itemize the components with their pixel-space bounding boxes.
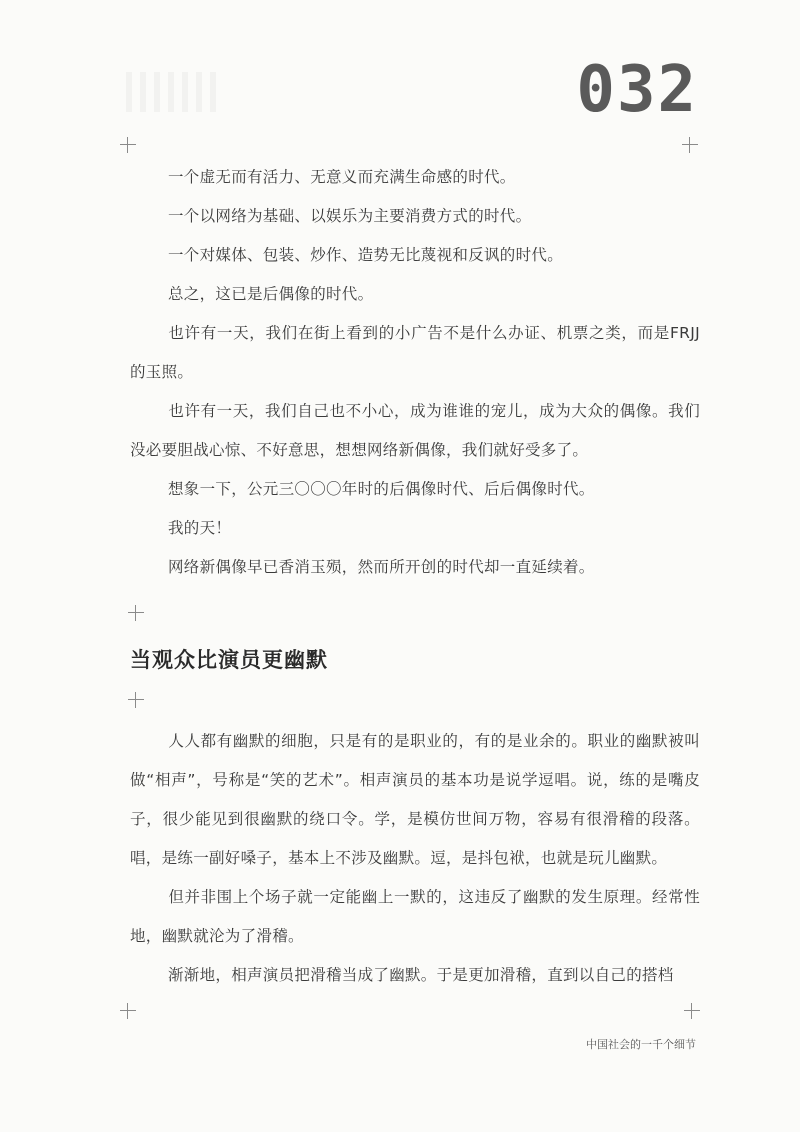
paragraph: 我的天！ bbox=[168, 519, 232, 537]
paragraph: 网络新偶像早已香消玉殒，然而所开创的时代却一直延续着。 bbox=[168, 558, 595, 576]
paragraph: 也许有一天，我们自己也不小心，成为谁谁的宠儿，成为大众的偶像。我们没必要胆战心惊、不好意思，想想网络新偶像，我们就好受多了。 bbox=[130, 402, 700, 459]
section-heading: 当观众比演员更幽默 bbox=[130, 648, 328, 672]
crop-mark bbox=[682, 137, 698, 153]
paragraph: 总之，这已是后偶像的时代。 bbox=[168, 285, 374, 303]
crop-mark bbox=[120, 137, 136, 153]
paragraph: 人人都有幽默的细胞，只是有的是职业的，有的是业余的。职业的幽默被叫做“相声”，号称是“笑的艺术”。相声演员的基本功是说学逗唱。说，练的是嘴皮子，很少能见到很幽默的绕口令。学，是模仿世间万物，容易有很滑稽的段落。唱，是练一副好嗓子，基本上不涉及幽默。逗，是抖包袱，也就是玩儿幽默。 bbox=[130, 732, 700, 867]
faint-decoration bbox=[126, 72, 216, 112]
paragraph: 想象一下，公元三〇〇〇年时的后偶像时代、后后偶像时代。 bbox=[168, 480, 595, 498]
crop-mark bbox=[128, 692, 144, 708]
paragraph: 一个对媒体、包装、炒作、造势无比蔑视和反讽的时代。 bbox=[168, 246, 564, 264]
paragraph: 一个虚无而有活力、无意义而充满生命感的时代。 bbox=[168, 168, 516, 186]
page-number: 032 bbox=[576, 53, 698, 127]
crop-mark bbox=[684, 1003, 700, 1019]
paragraph: 但并非围上个场子就一定能幽上一默的，这违反了幽默的发生原理。经常性地，幽默就沦为了滑稽。 bbox=[130, 888, 700, 945]
crop-mark bbox=[128, 605, 144, 621]
paragraph: 渐渐地，相声演员把滑稽当成了幽默。于是更加滑稽，直到以自己的搭档 bbox=[168, 966, 674, 984]
crop-mark bbox=[120, 1003, 136, 1019]
paragraph: 一个以网络为基础、以娱乐为主要消费方式的时代。 bbox=[168, 207, 532, 225]
paragraph: 也许有一天，我们在街上看到的小广告不是什么办证、机票之类，而是FRJJ 的玉照。 bbox=[130, 324, 700, 381]
running-footer: 中国社会的一千个细节 bbox=[586, 1038, 696, 1051]
